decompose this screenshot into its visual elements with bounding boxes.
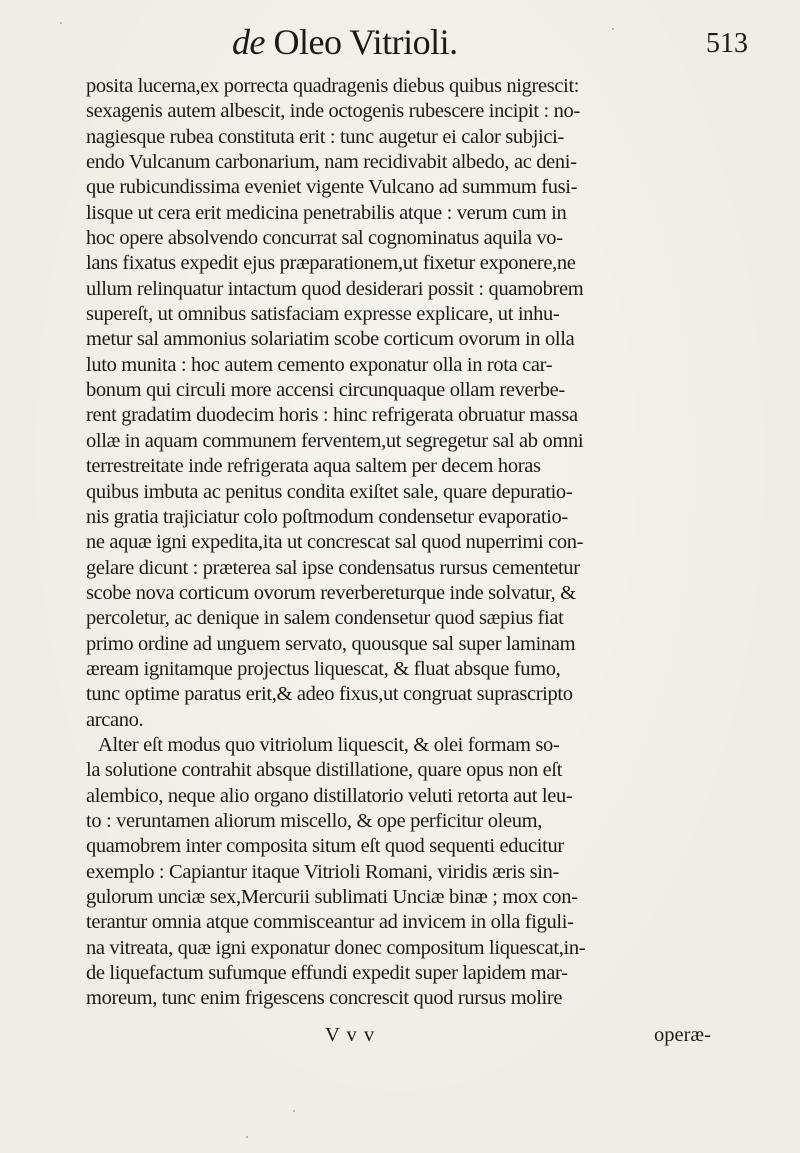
text-line: Alter eſt modus quo vitriolum liquescit, & olei formam so- bbox=[98, 733, 560, 756]
text-line: ollæ in aquam communem ferventem,ut segregetur sal ab omni bbox=[86, 429, 584, 452]
text-line: percoletur, ac denique in salem condensetur quod sæpius fiat bbox=[86, 607, 564, 630]
text-line: moreum, tunc enim frigescens concrescit quod rursus molire bbox=[86, 987, 563, 1010]
text-line: ullum relinquatur intactum quod desiderari possit : quamobrem bbox=[86, 277, 584, 300]
paper-speck bbox=[60, 22, 62, 24]
text-line: bonum qui circuli more accensi circunquaque ollam reverbe- bbox=[86, 379, 565, 402]
text-line: alembico, neque alio organo distillatorio veluti retorta aut leu- bbox=[86, 784, 573, 807]
text-line: to : veruntamen aliorum miscello, & ope perficitur oleum, bbox=[86, 809, 542, 832]
text-line: ne aquæ igni expedita,ita ut concrescat sal quod nuperrimi con- bbox=[86, 531, 584, 554]
text-line: scobe nova corticum ovorum reverbereturque inde solvatur, & bbox=[86, 581, 576, 604]
catchword: operæ- bbox=[654, 1024, 711, 1046]
text-line: luto munita : hoc autem cemento exponatur olla in rota car- bbox=[86, 353, 553, 376]
signature-mark: V v v bbox=[325, 1024, 376, 1046]
text-line: nagiesque rubea constituta erit : tunc augetur ei calor subjici- bbox=[86, 125, 564, 148]
running-title-text: Oleo Vitrioli. bbox=[264, 22, 458, 62]
page-number: 513 bbox=[706, 28, 748, 59]
text-line: de liquefactum sufumque effundi expedit super lapidem mar- bbox=[86, 962, 568, 985]
running-title-preposition: de bbox=[232, 22, 265, 62]
text-line: posita lucerna,ex porrecta quadragenis diebus quibus nigrescit: bbox=[86, 75, 580, 97]
running-title bbox=[232, 18, 458, 66]
text-line: gulorum unciæ sex,Mercurii sublimati Unciæ binæ ; mox con- bbox=[86, 886, 578, 908]
text-line: æream ignitamque projectus liquescat, & fluat absque fumo, bbox=[86, 657, 561, 680]
text-line: terrestreitate inde refrigerata aqua saltem per decem horas bbox=[86, 455, 541, 478]
text-line: la solutione contrahit absque distillatione, quare opus non eſt bbox=[86, 759, 563, 782]
paper-speck bbox=[612, 28, 614, 30]
text-line: endo Vulcanum carbonarium, nam recidivabit albedo, ac deni- bbox=[86, 151, 577, 174]
text-line: quibus imbuta ac penitus condita exiſtet sale, quare depuratio- bbox=[86, 480, 573, 503]
text-line: terantur omnia atque commisceantur ad invicem in olla figuli- bbox=[86, 911, 574, 934]
paper-speck bbox=[246, 1136, 248, 1138]
page-header bbox=[0, 18, 800, 68]
paper-speck bbox=[293, 1110, 295, 1112]
text-line: hoc opere absolvendo concurrat sal cognominatus aquila vo- bbox=[86, 227, 563, 250]
text-line: gelare dicunt : præterea sal ipse condensatus rursus cementetur bbox=[86, 556, 580, 579]
page-footer bbox=[0, 1022, 800, 1048]
text-line: que rubicundissima eveniet vigente Vulcano ad summum fusi- bbox=[86, 176, 578, 199]
text-line: lisque ut cera erit medicina penetrabilis atque : verum cum in bbox=[86, 201, 567, 224]
text-line: supereſt, ut omnibus satisfaciam expresse explicare, ut inhu- bbox=[86, 303, 560, 326]
text-line: rent gradatim duodecim horis : hinc refrigerata obruatur massa bbox=[86, 404, 578, 427]
text-line: na vitreata, quæ igni exponatur donec compositum liquescat,in- bbox=[86, 936, 586, 959]
text-line: nis gratia trajiciatur colo poſtmodum condensetur evaporatio- bbox=[86, 505, 568, 528]
text-line: metur sal ammonius solariatim scobe corticum ovorum in olla bbox=[86, 328, 575, 351]
text-line: lans fixatus expedit ejus præparationem,ut fixetur exponere,ne bbox=[86, 252, 576, 275]
text-line: tunc optime paratus erit,& adeo fixus,ut congruat suprascripto bbox=[86, 683, 573, 706]
text-line: arcano. bbox=[86, 708, 144, 731]
text-line: exemplo : Capiantur itaque Vitrioli Romani, viridis æris sin- bbox=[86, 860, 559, 883]
text-line: quamobrem inter composita situm eſt quod sequenti educitur bbox=[86, 835, 564, 858]
text-line: sexagenis autem albescit, inde octogenis rubescere incipit : no- bbox=[86, 100, 580, 123]
body-text bbox=[86, 74, 736, 1012]
text-line: primo ordine ad unguem servato, quousque sal super laminam bbox=[86, 632, 576, 655]
